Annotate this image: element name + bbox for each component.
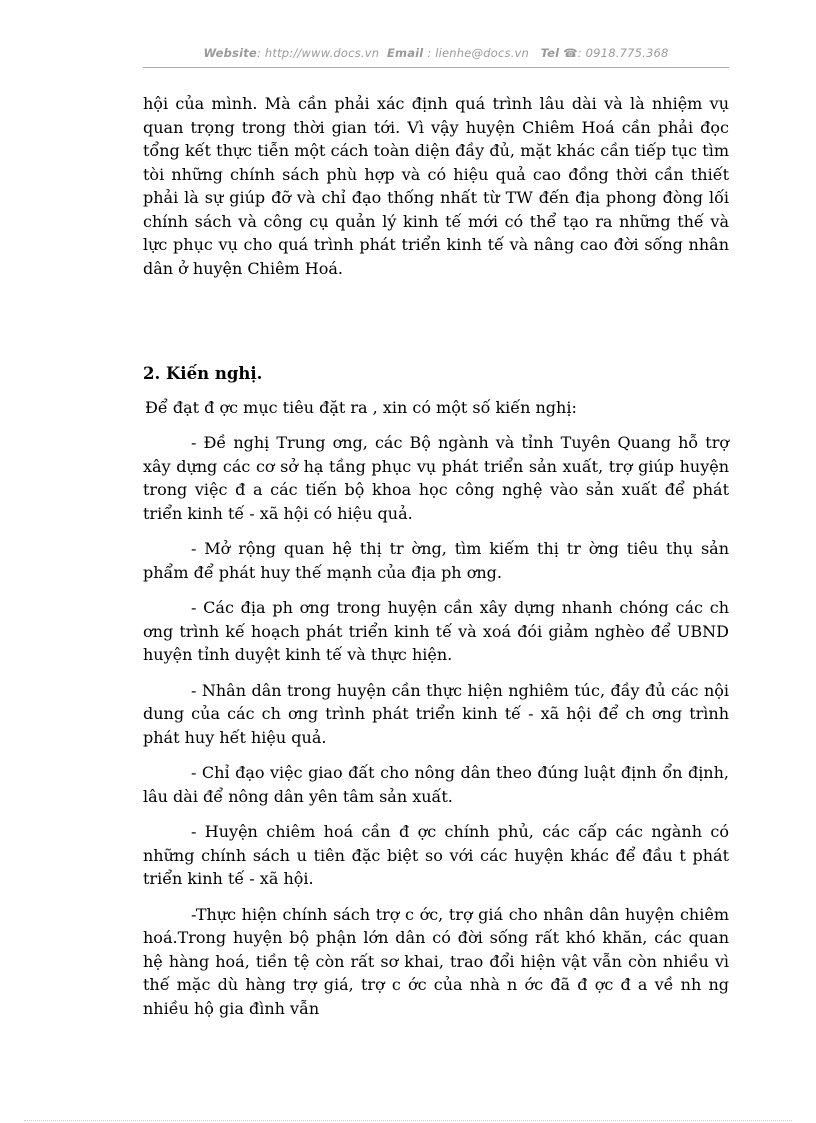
document-body (143, 92, 729, 1032)
tel-label: Tel (540, 46, 560, 60)
email-label: Email (386, 46, 424, 60)
section-heading: 2. Kiến nghị. (143, 364, 263, 383)
recommendation-paragraph: - Chỉ đạo việc giao đất cho nông dân theo đúng luật định ổn định, lâu dài để nông dân yên tâm sản xuất. (143, 763, 729, 806)
website-value: : http://www.docs.vn (256, 46, 380, 60)
recommendation-paragraph: - Các địa ph ơng trong huyện cần xây dựng nhanh chóng các ch ơng trình kế hoạch phát triển kinh tế và xoá đói giảm nghèo để UBND huyện tỉnh duyệt kinh tế và thực hiện. (143, 598, 729, 664)
website-label: Website (203, 46, 257, 60)
email-value: : lienhe@docs.vn (423, 46, 530, 60)
page-header (143, 46, 729, 60)
intro-paragraph: hội của mình. Mà cần phải xác định quá trình lâu dài và là nhiệm vụ quan trọng trong thời gian tới. Vì vậy huyện Chiêm Hoá cần phải đọc tổng kết thực tiễn một cách toàn diện đầy đủ, mặt khác cần tiếp tục tìm tòi những chính sách phù hợp và có hiệu quả cao đồng thời cần thiết phải là sự giúp đỡ và chỉ đạo thống nhất từ TW đến địa phong đòng lối chính sách và công cụ quản lý kinh tế mới có thể tạo ra những thế và lực phục vụ cho quá trình phát triển kinh tế và nâng cao đời sống nhân dân ở huyện Chiêm Hoá. (143, 94, 729, 278)
recommendation-paragraph: - Đề nghị Trung ơng, các Bộ ngành và tỉnh Tuyên Quang hỗ trợ xây dựng các cơ sở hạ tầng phục vụ phát triển sản xuất, trợ giúp huyện trong việc đ a các tiến bộ khoa học công nghệ vào sản xuất để phát triển kinh tế - xã hội có hiệu quả. (143, 433, 729, 523)
recommendation-paragraph: - Mở rộng quan hệ thị tr ờng, tìm kiếm thị tr ờng tiêu thụ sản phẩm để phát huy thế mạnh của địa ph ơng. (143, 539, 729, 582)
lead-sentence: Để đạt đ ợc mục tiêu đặt ra , xin có một số kiến nghị: (145, 397, 577, 417)
header-divider (143, 67, 729, 68)
recommendation-paragraph: - Huyện chiêm hoá cần đ ợc chính phủ, các cấp các ngành có những chính sách u tiên đặc biệt so với các huyện khác để đầu t phát triển kinh tế - xã hội. (143, 822, 729, 888)
page-bottom-border (24, 1120, 792, 1121)
recommendation-paragraph: - Nhân dân trong huyện cần thực hiện nghiêm túc, đầy đủ các nội dung của các ch ơng trình phát triển kinh tế - xã hội để ch ơng trình phát huy hết hiệu quả. (143, 680, 729, 747)
recommendation-paragraph: -Thực hiện chính sách trợ c ớc, trợ giá cho nhân dân huyện chiêm hoá.Trong huyện bộ phận lớn dân có đời sống rất khó khăn, các quan hệ hàng hoá, tiền tệ còn rất sơ khai, trao đổi hiện vật vẫn còn nhiều vì thế mặc dù hàng trợ giá, trợ c ớc của nhà n ớc đã đ ợc đ a về nh ng nhiều hộ gia đình vẫn (143, 904, 729, 1018)
tel-value: ☎: 0918.775.368 (559, 46, 669, 60)
